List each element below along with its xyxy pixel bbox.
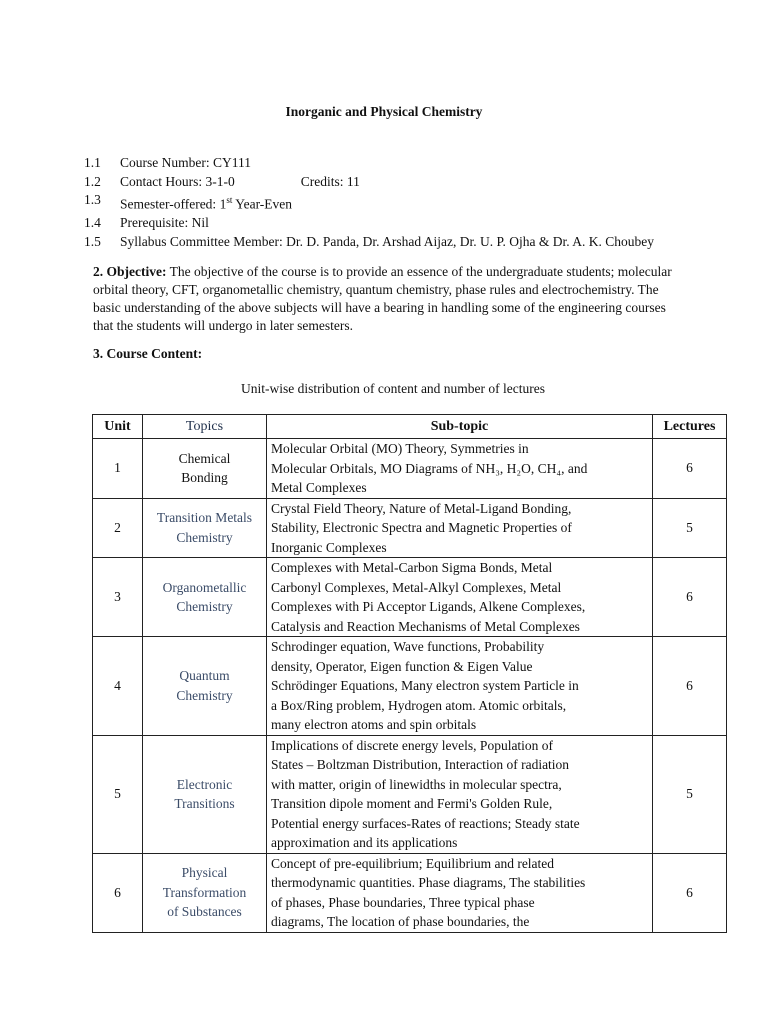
subtopic-line: thermodynamic quantities. Phase diagrams, The stabilities [271,875,586,890]
subtopic-line: States – Boltzman Distribution, Interaction of radiation [271,757,570,772]
meta-number: 1.5 [84,233,101,249]
subtopic-line: Catalysis and Reaction Mechanisms of Metal Complexes [271,618,580,634]
subtopic-line: Stability, Electronic Spectra and Magnetic Properties of [271,520,572,535]
header-lectures: Lectures [653,415,727,439]
meta-text: Syllabus Committee Member: Dr. D. Panda, Dr. Arshad Aijaz, Dr. U. P. Ojha & Dr. A. K. Choubey [120,233,654,249]
lectures-cell: 5 [653,498,727,558]
subtopic-line: Molecular Orbital (MO) Theory, Symmetries in [271,441,529,456]
meta-contact-hours [84,173,654,192]
meta-text: Contact Hours: 3-1-0 [120,173,235,189]
table-row [93,735,727,853]
subtopic-line: Schrodinger equation, Wave functions, Probability [271,639,545,654]
topic-line: Bonding [181,470,228,486]
subtopic-line: many electron atoms and spin orbitals [271,717,477,732]
meta-text: Prerequisite: Nil [120,215,209,230]
table-row [93,558,727,637]
lectures-cell: 5 [653,735,727,853]
meta-number: 1.3 [84,192,101,207]
subtopic-cell [267,439,653,499]
topic-line: Quantum [179,668,230,684]
table-row [93,498,727,558]
topic-cell [143,735,267,853]
subtopic-line: Metal Complexes [271,480,367,495]
table-header-row [93,415,727,439]
unit-cell: 1 [93,439,143,499]
subtopic-line: Implications of discrete energy levels, Population of [271,737,554,753]
meta-number: 1.1 [84,155,101,170]
meta-semester [84,191,654,214]
subtopic-line: Potential energy surfaces-Rates of reactions; Steady state [271,815,580,831]
subtopic-cell [267,498,653,558]
table-row [93,853,727,932]
topic-cell [143,637,267,736]
unit-cell: 2 [93,498,143,558]
course-content-table [92,414,727,933]
lectures-cell: 6 [653,853,727,932]
objective-paragraph [93,263,683,335]
table-row [93,439,727,499]
lectures-cell: 6 [653,637,727,736]
topic-line: Chemical [178,450,231,466]
topic-line: Organometallic [162,579,247,595]
subtopic-line: Concept of pre-equilibrium; Equilibrium and related [271,855,555,871]
subtopic-line: Complexes with Metal-Carbon Sigma Bonds, Metal [271,560,553,575]
subtopic-line: Schrödinger Equations, Many electron system Particle in [271,678,579,693]
subtopic-line: Molecular Orbitals, MO Diagrams of NH₃, H₂O, CH₄, and [271,460,588,476]
topic-line: Chemistry [176,599,233,614]
subtopic-cell [267,558,653,637]
meta-committee [84,233,654,252]
topic-cell [143,439,267,499]
meta-number: 1.4 [84,215,101,230]
course-content-heading: 3. Course Content: [93,346,203,361]
meta-number: 1.2 [84,173,101,189]
header-unit: Unit [93,415,143,439]
meta-credits: Credits: 11 [300,173,360,189]
unit-cell: 5 [93,735,143,853]
subtopic-line: with matter, origin of linewidths in molecular spectra, [271,776,562,792]
objective-text: The objective of the course is to provide an essence of the undergraduate students; molecular orbital theory, CFT, organometallic chemistry, quantum chemistry, phase rules and electrochemistry. The basic understanding of the above subjects will have a bearing in handling some of the engineering courses that the students will undergo in later semesters. [93,264,672,333]
header-topics: Topics [143,415,267,439]
header-subtopic: Sub-topic [267,415,653,439]
topic-cell [143,558,267,637]
topic-line: Chemistry [176,687,233,703]
meta-text: Semester-offered: 1st Year-Even [120,195,293,212]
lectures-cell: 6 [653,558,727,637]
topic-cell [143,498,267,558]
subtopic-line: Transition dipole moment and Fermi's Golden Rule, [271,796,553,811]
subtopic-line: approximation and its applications [271,835,458,850]
table-row [93,637,727,736]
subtopic-line: of phases, Phase boundaries, Three typical phase [271,894,535,910]
subtopic-cell [267,637,653,736]
lectures-cell: 6 [653,439,727,499]
subtopic-line: Complexes with Pi Acceptor Ligands, Alkene Complexes, [271,599,586,614]
objective-label: 2. Objective: [93,264,167,279]
meta-prerequisite [84,214,654,233]
subtopic-cell [267,735,653,853]
unit-cell: 3 [93,558,143,637]
topic-line: Transformation [162,884,247,900]
subtopic-line: diagrams, The location of phase boundaries, the [271,914,530,929]
topic-line: of Substances [167,904,242,920]
meta-text: Course Number: CY111 [120,155,251,170]
unit-cell: 4 [93,637,143,736]
course-meta [84,154,654,251]
unit-cell: 6 [93,853,143,932]
subtopic-cell [267,853,653,932]
topic-cell [143,853,267,932]
subtopic-line: density, Operator, Eigen function & Eigen Value [271,658,533,674]
meta-course-number [84,154,654,173]
topic-line: Chemistry [176,529,233,545]
topic-line: Transition Metals [156,510,253,526]
topic-line: Physical [181,865,228,881]
topic-line: Electronic [176,776,233,792]
table-caption: Unit-wise distribution of content and number of lectures [240,381,546,396]
document-title: Inorganic and Physical Chemistry [285,104,483,119]
subtopic-line: Crystal Field Theory, Nature of Metal-Ligand Bonding, [271,500,572,516]
subtopic-line: Carbonyl Complexes, Metal-Alkyl Complexes, Metal [271,579,562,595]
subtopic-line: a Box/Ring problem, Hydrogen atom. Atomic orbitals, [271,697,567,713]
topic-line: Transitions [174,796,235,811]
subtopic-line: Inorganic Complexes [271,539,387,555]
